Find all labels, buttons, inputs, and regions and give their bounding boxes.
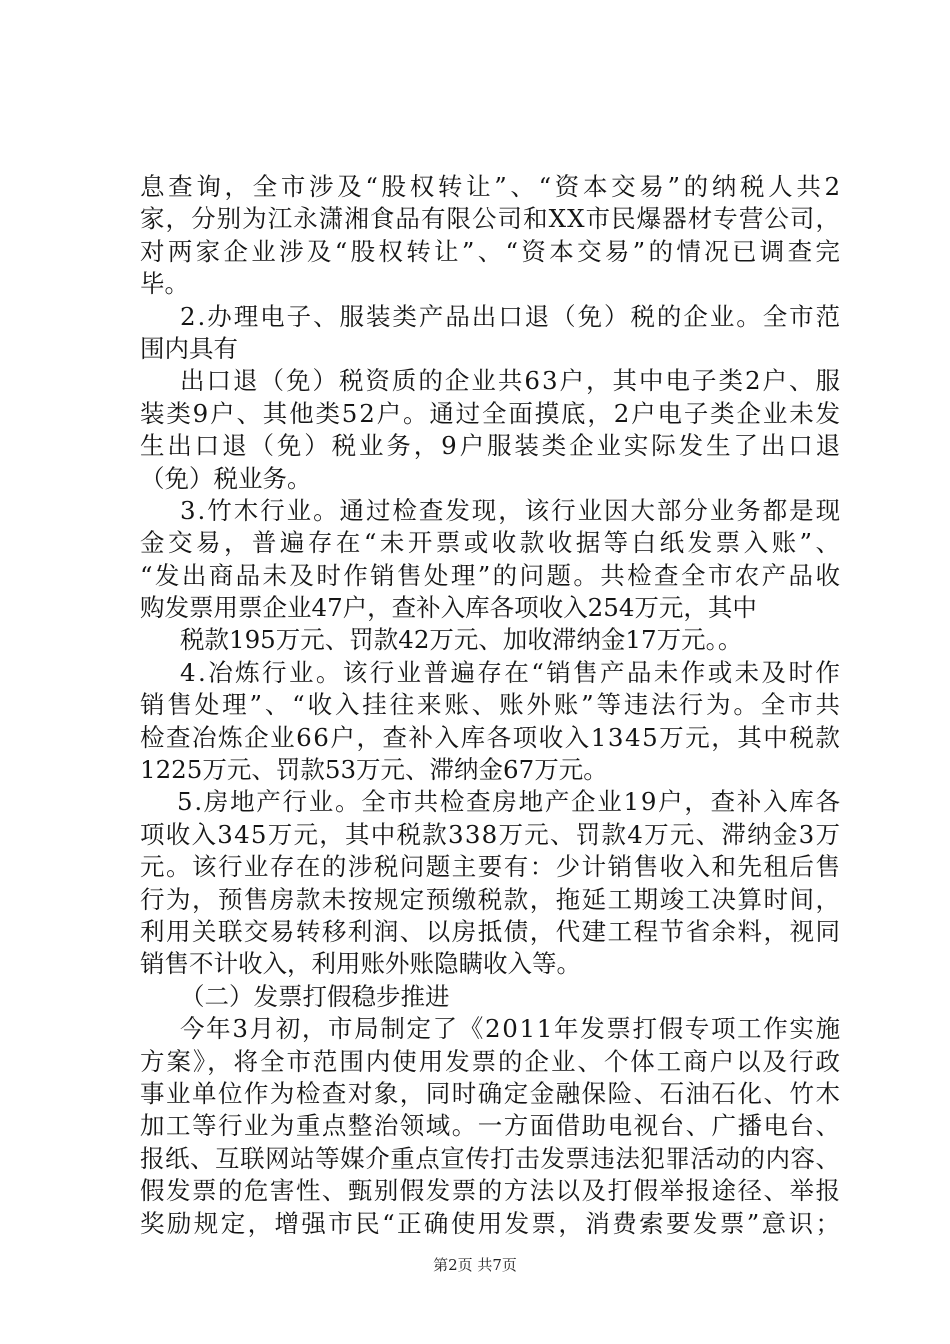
text-line — [140, 430, 843, 462]
text-line — [140, 268, 840, 300]
text-line-content: 围内具有 — [140, 333, 238, 363]
text-line — [140, 1110, 840, 1142]
text-line-content: 销售处理”、“收入挂往来账、账外账”等违法行为。全市共 — [140, 690, 843, 720]
text-line — [140, 495, 843, 527]
text-line — [140, 301, 843, 333]
text-line — [140, 819, 840, 851]
text-line-content: 毕。 — [140, 269, 189, 299]
text-line — [140, 560, 843, 592]
page-footer: 第2页 共7页 — [433, 1256, 517, 1274]
text-line — [140, 786, 840, 818]
text-line — [140, 722, 840, 754]
text-line-content: 1225万元、罚款53万元、滞纳金67万元。 — [140, 755, 608, 785]
text-line-content: 2.办理电子、服装类产品出口退（免）税的企业。全市范 — [180, 301, 843, 331]
text-line-content: 对两家企业涉及“股权转让”、“资本交易”的情况已调查完 — [140, 236, 844, 266]
text-line-content: 加工等行业为重点整治领域。一方面借助电视台、广播电台、 — [140, 1111, 842, 1141]
text-line-content: 报纸、互联网站等媒介重点宣传打击发票违法犯罪活动的内容、 — [140, 1143, 841, 1173]
text-line — [140, 851, 840, 883]
text-line — [140, 1175, 840, 1207]
text-line — [140, 333, 840, 365]
text-line — [140, 916, 840, 948]
text-line — [140, 527, 844, 559]
text-line — [140, 1013, 840, 1045]
text-line — [140, 624, 840, 656]
text-line — [140, 1078, 840, 1110]
text-line-content: 购发票用票企业47户，查补入库各项收入254万元，其中 — [140, 593, 757, 623]
text-line — [140, 592, 840, 624]
text-line-content: 金交易，普遍存在“未开票或收款收据等白纸发票入账”、 — [140, 528, 844, 558]
text-line — [140, 203, 840, 235]
text-line-content: 税款195万元、罚款42万元、加收滞纳金17万元。。 — [180, 625, 743, 655]
text-line — [140, 398, 840, 430]
text-line-content: 事业单位作为检查对象，同时确定金融保险、石油石化、竹木 — [140, 1078, 842, 1108]
text-line — [140, 948, 840, 980]
text-line — [140, 365, 843, 397]
text-line-content: 检查冶炼企业66户，查补入库各项收入1345万元，其中税款 — [140, 722, 842, 752]
text-line-content: （二）发票打假稳步推进 — [180, 981, 450, 1011]
text-line-content: 生出口退（免）税业务，9户服装类企业实际发生了出口退 — [140, 431, 843, 461]
text-line — [140, 981, 840, 1013]
text-line-content: 行为，预售房款未按规定预缴税款，拖延工期竣工决算时间， — [140, 884, 842, 914]
text-line-content: 项收入345万元，其中税款338万元、罚款4万元、滞纳金3万 — [140, 819, 842, 849]
text-line — [140, 657, 843, 689]
text-line — [140, 884, 840, 916]
text-line-content: 5.房地产行业。全市共检查房地产企业19户，查补入库各 — [177, 787, 842, 817]
document-body — [140, 171, 844, 1240]
text-line-content: 假发票的危害性、甄别假发票的方法以及打假举报途径、举报 — [140, 1176, 842, 1206]
text-line — [140, 754, 840, 786]
text-line-content: 4.冶炼行业。该行业普遍存在“销售产品未作或未及时作 — [180, 657, 843, 687]
text-line-content: 家，分别为江永潇湘食品有限公司和XX市民爆器材专营公司， — [140, 204, 842, 234]
text-line-content: 元。该行业存在的涉税问题主要有：少计销售收入和先租后售 — [140, 852, 842, 882]
text-line-content: 奖励规定，增强市民“正确使用发票，消费索要发票”意识； — [140, 1208, 843, 1238]
text-line — [140, 1143, 840, 1175]
text-line — [140, 236, 844, 268]
text-line-content: “发出商品未及时作销售处理”的问题。共检查全市农产品收 — [140, 560, 843, 590]
text-line-content: 3.竹木行业。通过检查发现，该行业因大部分业务都是现 — [180, 495, 843, 525]
text-line — [140, 1208, 843, 1240]
text-line-content: 息查询，全市涉及“股权转让”、“资本交易”的纳税人共2 — [140, 172, 844, 201]
text-line — [140, 171, 844, 203]
text-line-content: （免）税业务。 — [140, 463, 312, 493]
text-line-content: 装类9户、其他类52户。通过全面摸底，2户电子类企业未发 — [140, 398, 842, 428]
text-line-content: 利用关联交易转移利润、以房抵债，代建工程节省余料，视同 — [140, 916, 842, 946]
text-line-content: 方案》，将全市范围内使用发票的企业、个体工商户以及行政 — [140, 1046, 842, 1076]
text-line-content: 出口退（免）税资质的企业共63户，其中电子类2户、服 — [180, 366, 843, 396]
text-line-content: 今年3月初，市局制定了《2011年发票打假专项工作实施 — [180, 1014, 842, 1044]
text-line-content: 销售不计收入，利用账外账隐瞒收入等。 — [140, 949, 581, 979]
text-line — [140, 1046, 840, 1078]
text-line — [140, 463, 840, 495]
text-line — [140, 689, 843, 721]
